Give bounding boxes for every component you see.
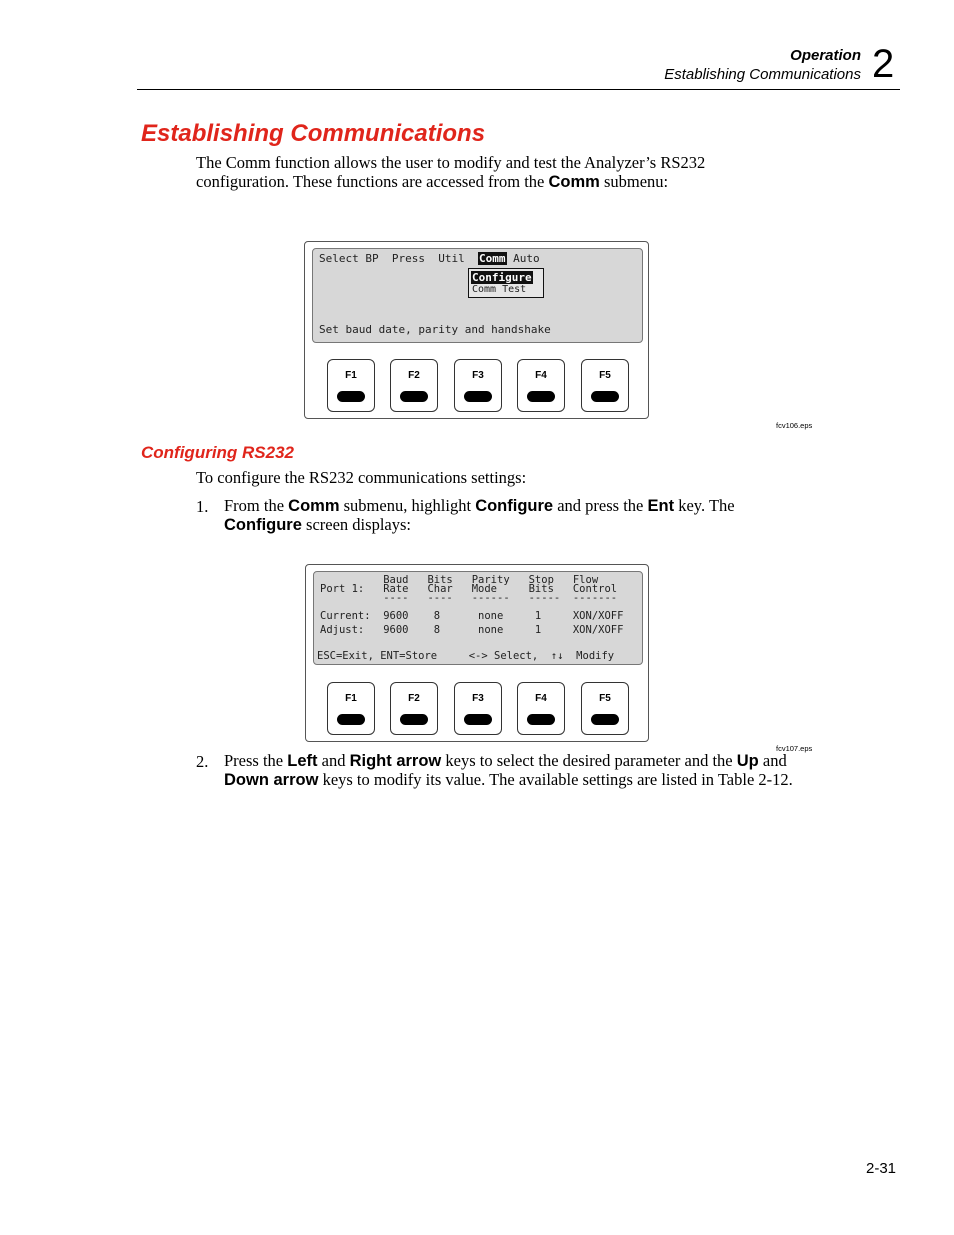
- lcd-column-header-1: Baud Bits Parity Stop Flow: [320, 574, 599, 586]
- f3-key: F3: [454, 359, 502, 412]
- f1-key: F1: [327, 359, 375, 412]
- menu-item-comm-selected: Comm: [479, 252, 506, 265]
- lcd-adjust-row: Adjust: 9600 8 none 1 XON/XOFF: [320, 624, 624, 636]
- submenu-box: [468, 268, 544, 298]
- step2-text: Press the Left and Right arrow keys to select the desired parameter and the Up and Down arrow keys to modify its value. The available settings are listed in Table 2-12.: [224, 751, 793, 789]
- step1-number: 1.: [196, 497, 209, 516]
- header-rule: [137, 89, 900, 90]
- submenu-comm-test: Comm Test: [472, 284, 527, 295]
- figure2-label: fcv107.eps: [776, 744, 813, 753]
- intro-paragraph: The Comm function allows the user to modify and test the Analyzer’s RS232 configuration. These functions are accessed from the Comm submenu:: [196, 153, 706, 191]
- device-figure-configure-screen: [305, 564, 649, 742]
- f1-key: F1: [327, 682, 375, 735]
- section-subtitle: Configuring RS232: [141, 443, 295, 462]
- lcd-footer: ESC=Exit, ENT=Store <-> Select, ↑↓ Modify: [317, 650, 615, 662]
- lcd-status-line: Set baud date, parity and handshake: [319, 323, 551, 336]
- f2-key: F2: [390, 359, 438, 412]
- step2-number: 2.: [196, 752, 209, 771]
- page-title: Establishing Communications: [141, 120, 486, 147]
- lcd-header-dashes: ---- ---- ------ ----- -------: [320, 592, 618, 604]
- f4-key: F4: [517, 682, 565, 735]
- lcd-column-header-2: Port 1: Rate Char Mode Bits Control: [320, 583, 618, 595]
- header-subsection: Establishing Communications: [664, 66, 861, 83]
- device-figure-comm-menu: [304, 241, 649, 419]
- menu-item-util: Util: [438, 252, 465, 265]
- menu-item-select: Select: [319, 252, 359, 265]
- step1-text: From the Comm submenu, highlight Configure and press the Ent key. The Configure screen displays:: [224, 496, 735, 534]
- lcd-current-row: Current: 9600 8 none 1 XON/XOFF: [320, 610, 624, 622]
- menu-item-bp: BP: [365, 252, 379, 265]
- lcd-screen: [313, 571, 643, 665]
- configure-intro: To configure the RS232 communications settings:: [196, 468, 527, 487]
- f4-key: F4: [517, 359, 565, 412]
- intro-bold-comm: Comm: [548, 172, 600, 191]
- lcd-menu-bar: [319, 253, 540, 265]
- figure1-label: fcv106.eps: [776, 421, 813, 430]
- lcd-screen: [312, 248, 643, 343]
- f3-key: F3: [454, 682, 502, 735]
- header-section: Operation: [790, 47, 861, 64]
- chapter-number: 2: [872, 42, 895, 86]
- f2-key: F2: [390, 682, 438, 735]
- f5-key: F5: [581, 682, 629, 735]
- f5-key: F5: [581, 359, 629, 412]
- page-number: 2-31: [866, 1160, 897, 1177]
- submenu-configure: Configure: [472, 271, 532, 284]
- menu-item-auto: Auto: [513, 252, 540, 265]
- menu-item-press: Press: [391, 252, 425, 265]
